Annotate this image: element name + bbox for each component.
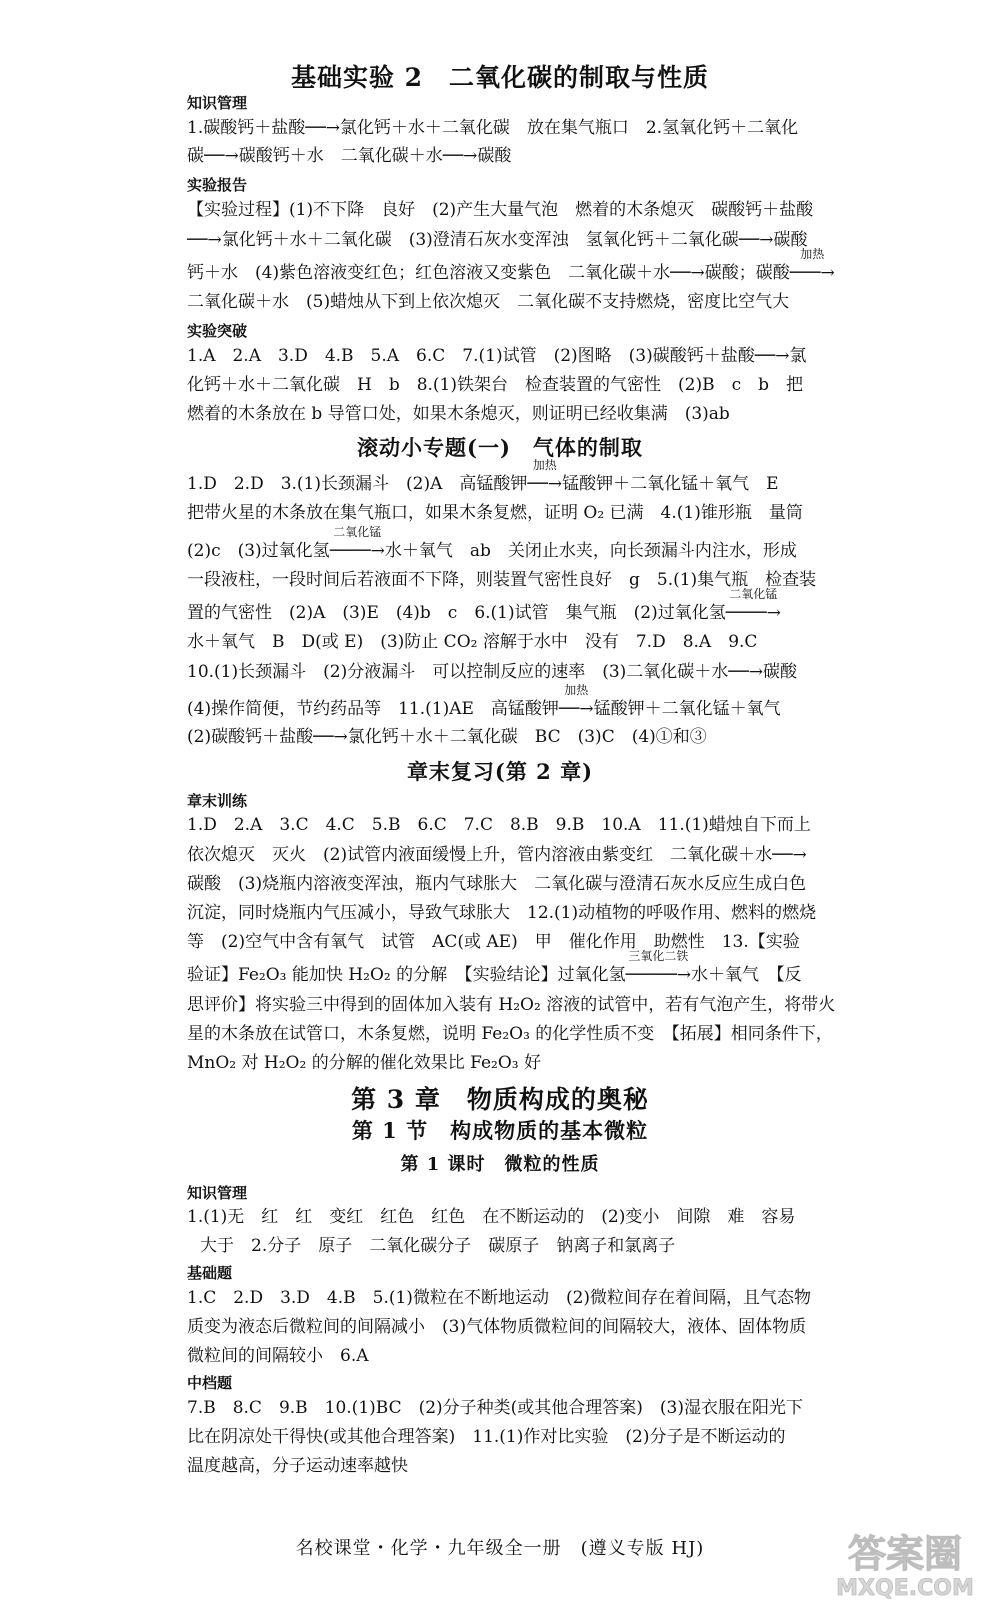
text-line: 等 (2)空气中含有氧气 试管 AC(或 AE) 甲 催化作用 助燃性 13.【实验	[187, 932, 800, 952]
label-basic: 基础题	[187, 1264, 233, 1282]
text-line	[187, 587, 781, 623]
text-segment: (2)c (3)过氧化氢	[187, 541, 330, 561]
text-line: 星的木条放在试管口，木条复燃，说明 Fe₂O₃ 的化学性质不变 【拓展】相同条件下，	[187, 1024, 833, 1044]
text-line: 1.D 2.A 3.C 4.C 5.B 6.C 7.C 8.B 9.B 10.A 11.(1)蜡烛自下而上	[187, 815, 811, 835]
lesson-title: 第 1 课时 微粒的性质	[400, 1154, 600, 1175]
watermark-text: 答案圈	[847, 1532, 963, 1576]
text-segment: 验证】Fe₂O₃ 能加快 H₂O₂ 的分解 【实验结论】过氧化氢	[187, 965, 626, 985]
reaction-arrow: 二氧化锰 ────→	[725, 587, 781, 623]
arrow-condition: 加热	[532, 458, 557, 472]
text-line: 1.(1)无 红 红 变红 红色 红色 在不断运动的 (2)变小 间隙 难 容易	[187, 1207, 796, 1227]
text-line: 比在阴凉处干得快(或其他合理答案) 11.(1)作对比实验 (2)分子是不断运动的	[187, 1427, 786, 1447]
section-title-review: 章末复习(第 2 章)	[406, 759, 594, 784]
arrow-condition: 二氧化锰	[333, 525, 382, 539]
reaction-arrow: 加热 ───→	[789, 247, 835, 283]
text-line	[187, 525, 797, 561]
text-line: 【实验过程】(1)不下降 良好 (2)产生大量气泡 燃着的木条熄灭 碳酸钙＋盐酸	[187, 200, 814, 220]
text-segment: 置的气密性 (2)A (3)E (4)b c 6.(1)试管 集气瓶 (2)过氧化氢	[187, 603, 726, 623]
watermark-logo	[810, 1525, 1000, 1600]
reaction-arrow: 加热 ──→	[558, 683, 594, 719]
text-line: 二氧化碳＋水 (5)蜡烛从下到上依次熄灭 二氧化碳不支持燃烧，密度比空气大	[187, 292, 790, 312]
text-line: 一段液柱，一段时间后若液面不下降，则装置气密性良好 g 5.(1)集气瓶 检查装	[187, 570, 817, 590]
text-line	[187, 683, 781, 719]
text-line: 10.(1)长颈漏斗 (2)分液漏斗 可以控制反应的速率 (3)二氧化碳＋水──→碳酸	[187, 662, 797, 682]
reaction-arrow: 二氧化锰 ────→	[329, 525, 385, 561]
label-breakthrough: 实验突破	[187, 322, 248, 340]
label-knowledge: 知识管理	[187, 1184, 248, 1202]
text-line: 大于 2.分子 原子 二氧化碳分子 碳原子 钠离子和氯离子	[200, 1236, 676, 1256]
arrow-condition: 加热	[800, 247, 825, 261]
reaction-arrow: 三氧化二铁 ─────→	[625, 949, 692, 985]
text-line: 思评价】将实验三中得到的固体加入装有 H₂O₂ 溶液的试管中，若有气泡产生，将带火	[187, 995, 836, 1015]
text-line: (2)碳酸钙＋盐酸──→氯化钙＋水＋二氧化碳 BC (3)C (4)①和③	[187, 727, 707, 747]
page-footer: 名校课堂・化学・九年级全一册 (遵义专版 HJ)	[295, 1538, 705, 1559]
text-line: MnO₂ 对 H₂O₂ 的分解的催化效果比 Fe₂O₃ 好	[187, 1053, 542, 1073]
text-segment: 1.D 2.D 3.(1)长颈漏斗 (2)A 高锰酸钾	[187, 474, 528, 494]
text-line	[187, 247, 835, 283]
text-line: 1.碳酸钙＋盐酸──→氯化钙＋水＋二氧化碳 放在集气瓶口 2.氢氧化钙＋二氧化	[187, 118, 799, 138]
text-line: 1.C 2.D 3.D 4.B 5.(1)微粒在不断地运动 (2)微粒间存在着间隔，且气态物	[187, 1288, 812, 1308]
text-line: 依次熄灭 灭火 (2)试管内液面缓慢上升，管内溶液由紫变红 二氧化碳＋水──→	[187, 845, 807, 865]
text-line: 燃着的木条放在 b 导管口处，如果木条熄灭，则证明已经收集满 (3)ab	[187, 404, 730, 424]
text-line: 温度越高，分子运动速率越快	[187, 1456, 408, 1476]
text-segment: 钙＋水 (4)紫色溶液变红色；红色溶液又变紫色 二氧化碳＋水──→碳酸；碳酸	[187, 263, 790, 283]
watermark-url: MXQE.COM	[836, 1576, 974, 1600]
text-line: 把带火星的木条放在集气瓶口，如果木条复燃，证明 O₂ 已满 4.(1)锥形瓶 量筒	[187, 503, 803, 523]
section-title-gas: 滚动小专题(一) 气体的制取	[357, 435, 643, 460]
text-line: 碳酸 (3)烧瓶内溶液变浑浊，瓶内气球胀大 二氧化碳与澄清石灰水反应生成白色	[187, 874, 807, 894]
label-report: 实验报告	[187, 176, 248, 194]
text-segment: 水＋氧气 ab 关闭止水夹，向长颈漏斗内注水，形成	[384, 541, 797, 561]
chapter-title: 第 3 章 物质构成的奥秘	[351, 1085, 649, 1114]
arrow-condition: 三氧化二铁	[628, 949, 689, 963]
text-segment: 水＋氧气 【反	[691, 965, 802, 985]
text-line: 沉淀，同时烧瓶内气压减小，导致气球胀大 12.(1)动植物的呼吸作用、燃料的燃烧	[187, 903, 817, 923]
text-segment: (4)操作简便，节约药品等 11.(1)AE 高锰酸钾	[187, 699, 559, 719]
text-line: 化钙＋水＋二氧化碳 H b 8.(1)铁架台 检查装置的气密性 (2)B c b 把	[187, 375, 803, 395]
text-line: 微粒间的间隔较小 6.A	[187, 1346, 369, 1366]
label-knowledge: 知识管理	[187, 94, 248, 112]
section-title-particles: 第 1 节 构成物质的基本微粒	[351, 1118, 649, 1143]
reaction-arrow: 加热 ──→	[527, 458, 563, 494]
section-title-co2: 基础实验 2 二氧化碳的制取与性质	[290, 63, 710, 92]
arrow-condition: 加热	[564, 683, 589, 697]
text-line: ──→氯化钙＋水＋二氧化碳 (3)澄清石灰水变浑浊 氢氧化钙＋二氧化碳──→碳酸	[187, 230, 808, 250]
arrow-condition: 二氧化锰	[729, 587, 778, 601]
label-intermediate: 中档题	[187, 1374, 233, 1392]
text-line: 1.A 2.A 3.D 4.B 5.A 6.C 7.(1)试管 (2)图略 (3)碳酸钙＋盐酸──→氯	[187, 346, 807, 366]
text-line: 7.B 8.C 9.B 10.(1)BC (2)分子种类(或其他合理答案) (3)湿衣服在阳光下	[187, 1398, 804, 1418]
text-line	[187, 949, 802, 985]
text-line: 水＋氧气 B D(或 E) (3)防止 CO₂ 溶解于水中 没有 7.D 8.A 9.C	[187, 632, 758, 652]
text-line: 碳──→碳酸钙＋水 二氧化碳＋水──→碳酸	[187, 146, 512, 166]
text-line: 质变为液态后微粒间的间隔减小 (3)气体物质微粒间的间隔较大，液体、固体物质	[187, 1317, 807, 1337]
text-line	[187, 458, 779, 494]
text-segment: 锰酸钾＋二氧化锰＋氧气 E	[562, 474, 779, 494]
text-segment: 锰酸钾＋二氧化锰＋氧气	[593, 699, 781, 719]
label-chapter-training: 章末训练	[187, 792, 248, 810]
